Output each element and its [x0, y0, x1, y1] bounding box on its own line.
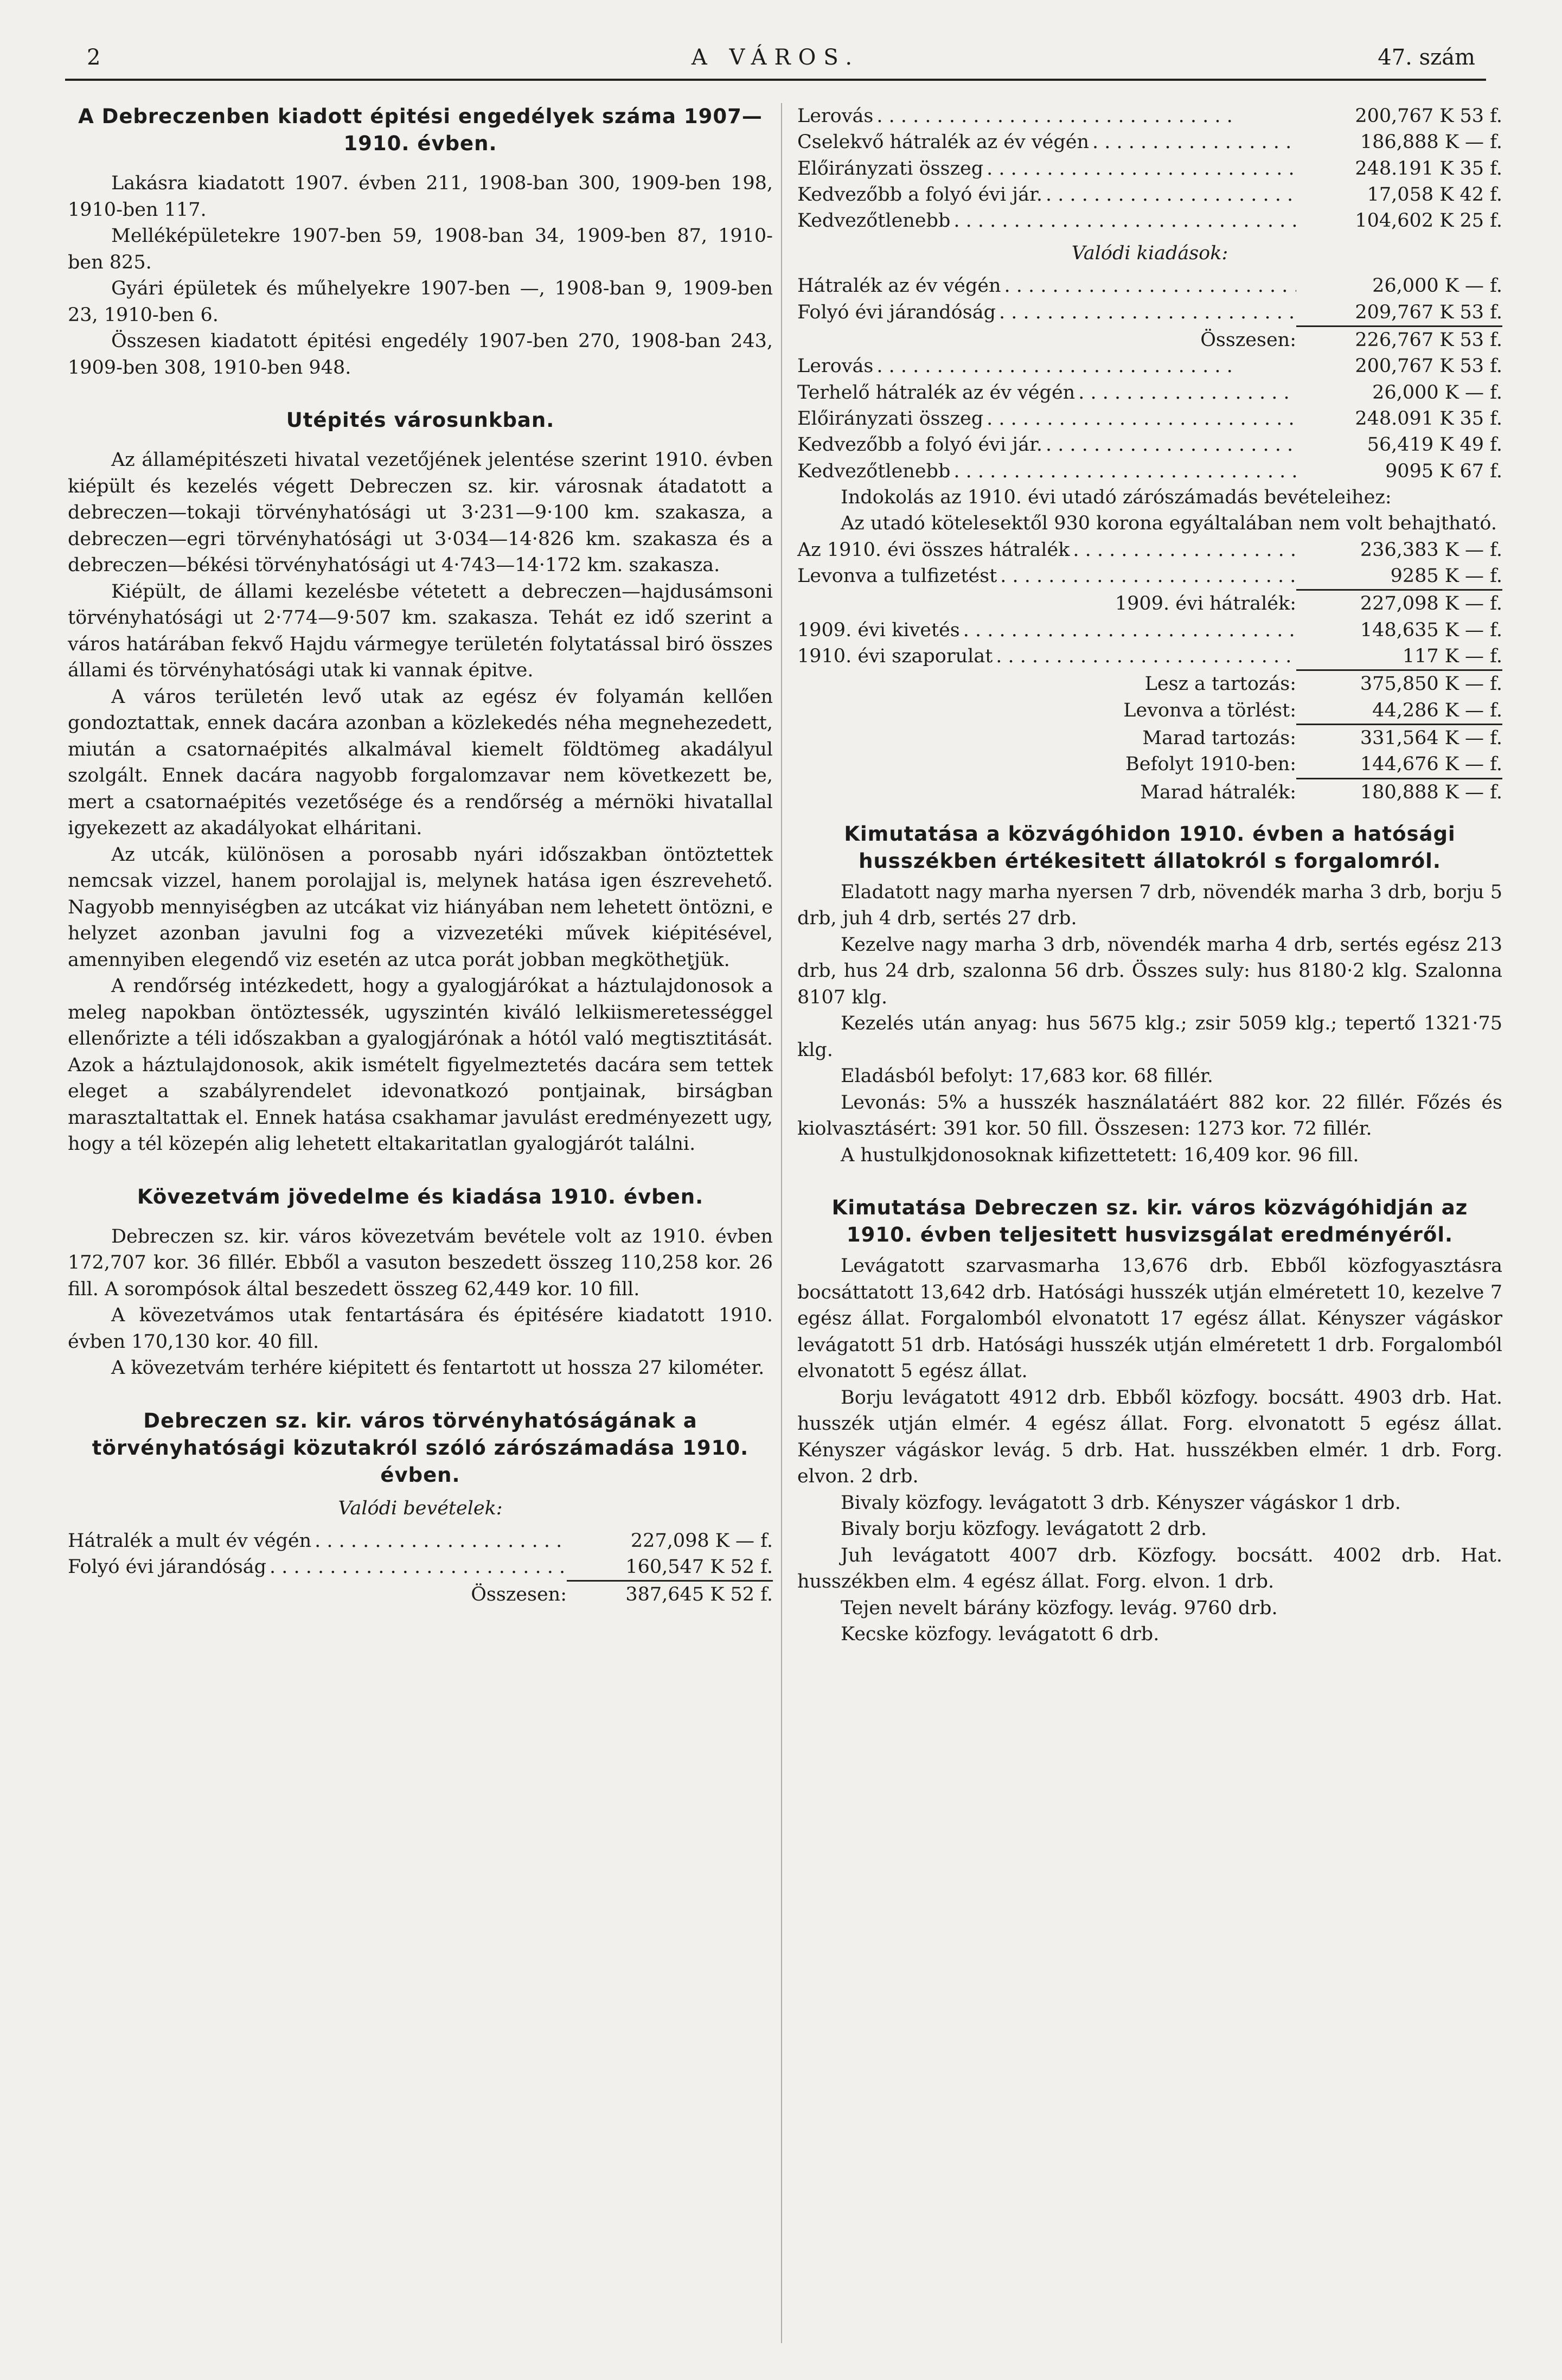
account-row: Folyó évi járandóság . . 209,767 K 53 f. [797, 299, 1502, 327]
account-row: Előirányzati összeg . . 248.091 K 35 f. [797, 406, 1502, 432]
account-row: Marad tartozás: 331,564 K — f. [1142, 727, 1502, 749]
paragraph: Eladatott nagy marha nyersen 7 drb, növendék marha 3 drb, borju 5 drb, juh 4 drb, sertés 27 drb. [797, 881, 1502, 930]
paragraph: Levágatott szarvasmarha 13,676 drb. Ebből közfogyasztásra bocsáttatott 13,642 drb. Hatósági husszék utján elméretett 10, kezelve 7 egész állat. Forgalomból elvonatott 17 egész állat. Kényszer vágáskor levágatott 51 drb. Hatósági husszék utján elméretett 1 drb. Forgalomból elvonatott 5 egész állat. [797, 1255, 1502, 1383]
account-row: Kedvezőtlenebb . . 9095 K 67 f. [797, 458, 1502, 484]
paragraph: Tejen nevelt bárány közfogy. levág. 9760 drb. [841, 1597, 1278, 1619]
paragraph: Levonás: 5% a husszék használatáért 882 kor. 22 fillér. Főzés és kiolvasztásért: 391 kor. 50 fill. Összesen: 1273 kor. 72 fillér. [797, 1091, 1502, 1140]
paragraph: A város területén levő utak az egész év folyamán kellően gondoztattak, ennek dacára azonban a közlekedés néha megnehezedett, miután a csatornaépités alkalmával kiemelt földtömeg akadályul szolgált. Ennek dacára nagyobb forgalomzavar nem következett be, mert a csatornaépités vezetősége és a rendőrség a mérnöki hivatallal igyekezett az akadályokat elháritani. [68, 686, 773, 839]
account-row: Befolyt 1910-ben: 144,676 K — f. [797, 751, 1502, 779]
account-row: Előirányzati összeg . . 248.191 K 35 f. [797, 156, 1502, 182]
article-paving-toll [68, 1183, 773, 1381]
account-row: Lerovás . . 200,767 K 53 f. [797, 353, 1502, 379]
subheading: Valódi bevételek: [338, 1497, 503, 1519]
page-header [65, 41, 1486, 81]
paragraph: Juh levágatott 4007 drb. Közfogy. bocsátt. 4002 drb. Hat. husszékben elm. 4 egész állat. Forg. elvon. 1 drb. [797, 1544, 1502, 1593]
account-total: Összesen: 387,645 K 52 f. [471, 1584, 773, 1606]
paragraph: A kövezetvám terhére kiépitett és fentartott ut hossza 27 kilométer. [111, 1357, 765, 1379]
paragraph: Eladásból befolyt: 17,683 kor. 68 fillér. [841, 1065, 1213, 1087]
paragraph: Összesen kiadatott épitési engedély 1907-ben 270, 1908-ban 243, 1909-ben 308, 1910-ben 948. [68, 330, 773, 379]
account-row: 1909. évi hátralék: 227,098 K — f. [1115, 593, 1502, 615]
page-number: 2 [87, 45, 101, 70]
account-row: 1909. évi kivetés . . 148,635 K — f. [797, 617, 1502, 643]
article-heading: Kimutatása Debreczen sz. kir. város közvágóhidján az 1910. évben teljesitett husvizsgálat eredményéről. [831, 1196, 1468, 1247]
account-row: Kedvezőbb a folyó évi jár. . . 56,419 K 49 f. [797, 432, 1502, 458]
paragraph: Kezelve nagy marha 3 drb, növendék marha 4 drb, sertés egész 213 drb, hus 24 drb, szalonna 56 drb. Összes suly: hus 8180·2 klg. Szalonna 8107 klg. [797, 933, 1502, 1008]
account-row: Levonva a tulfizetést . . 9285 K — f. [797, 563, 1502, 591]
subheading: Valódi kiadások: [1071, 242, 1228, 265]
paragraph: Kiépült, de állami kezelésbe vétetett a debreczen—hajdusámsoni törvényhatósági ut 2·774—9·507 km. szakasza. Tehát ez idő szerint a város határában fekvő Hajdu vármegye területén folytatással biró összes állami és törvényhatósági utak ki vannak épitve. [68, 580, 773, 681]
account-row: Folyó évi járandóság . . 160,547 K 52 f. [68, 1554, 773, 1582]
paragraph: Debreczen sz. kir. város kövezetvám bevétele volt az 1910. évben 172,707 kor. 36 fillér. Ebből a vasuton beszedett összeg 110,258 kor. 26 fill. A sorompósok által beszedett összeg 62,449 kor. 10 fill. [68, 1225, 773, 1300]
paragraph: Melléképületekre 1907-ben 59, 1908-ban 34, 1909-ben 87, 1910-ben 825. [68, 225, 773, 273]
paragraph: Borju levágatott 4912 drb. Ebből közfogy. bocsátt. 4903 drb. Hat. husszék utján elmér. 4 egész állat. Forg. elvonatott 5 egész állat. Kényszer vágáskor levág. 5 drb. Hat. husszékben elmér. 1 drb. Forg. elvon. 2 drb. [797, 1386, 1502, 1488]
article-heading: A Debreczenben kiadott épitési engedélyek száma 1907—1910. évben. [78, 105, 763, 155]
paragraph: Lakásra kiadatott 1907. évben 211, 1908-ban 300, 1909-ben 198, 1910-ben 117. [68, 172, 773, 221]
paragraph: Az utadó kötelesektől 930 korona egyáltalában nem volt behajtható. [841, 513, 1497, 535]
account-row: Kedvezőbb a folyó évi jár. . . 17,058 K 42 f. [797, 182, 1502, 208]
account-row: 1910. évi szaporulat . . 117 K — f. [797, 643, 1502, 671]
paragraph: Bivaly közfogy. levágatott 3 drb. Kényszer vágáskor 1 drb. [841, 1492, 1401, 1514]
paragraph: Indokolás az 1910. évi utadó zárószámadás bevételeihez: [841, 486, 1392, 508]
paragraph: Bivaly borju közfogy. levágatott 2 drb. [841, 1518, 1207, 1540]
column-divider [781, 103, 782, 2343]
paragraph: Kezelés után anyag: hus 5675 klg.; zsir 5059 klg.; tepertő 1321·75 klg. [797, 1013, 1502, 1061]
paragraph: A kövezetvámos utak fentartására és épitésére kiadatott 1910. évben 170,130 kor. 40 fill. [68, 1304, 773, 1353]
article-closing-accounts [68, 1407, 773, 1608]
article-road-building [68, 407, 773, 1157]
paragraph: Az utcák, különösen a porosabb nyári időszakban öntöztettek nemcsak vizzel, hanem porolajjal is, melynek hatása igen észrevehető. Nagyobb mennyiségben az utcákat viz hiányában nem lehetett öntözni, e helyzet azonban javulni fog a vizvezetéki művek kiépitésével, amennyiben elegendő viz esetén az utca porát jobban megkötheţjük. [68, 843, 773, 971]
article-heading: Kimutatása a közvágóhidon 1910. évben a hatósági husszékben értékesitett állatokról s forgalomról. [844, 822, 1456, 873]
account-row: Hátralék a mult év végén . . 227,098 K — f. [68, 1528, 773, 1554]
account-total: Összesen: 226,767 K 53 f. [1200, 329, 1502, 351]
account-row: Lesz a tartozás: 375,850 K — f. [1144, 673, 1502, 695]
paragraph: A hustulkjdonosoknak kifizettetett: 16,409 kor. 96 fill. [841, 1144, 1359, 1166]
right-column [797, 103, 1502, 1659]
account-row: Kedvezőtlenebb . . 104,602 K 25 f. [797, 208, 1502, 234]
article-building-permits [68, 103, 773, 381]
issue-number: 47. szám [1378, 45, 1475, 70]
account-row: Cselekvő hátralék az év végén . . 186,888 K — f. [797, 129, 1502, 155]
account-row: Lerovás . . 200,767 K 53 f. [797, 103, 1502, 129]
paragraph: A rendőrség intézkedett, hogy a gyalogjárókat a háztulajdonosok a meleg napokban öntöztessék, ugyszintén kiváló lelkiismeretességgel ellenőrizte a téli időszakban a gyalogjárónak a hótól való megtisztitását. Azok a háztulajdonosok, akik ismételt figyelmeztetés dacára sem tettek eleget a szabályrendelet idevonatkozó pontjainak, birságban marasztaltattak el. Ennek hatása csakhamar javulást eredményezett ugy, hogy a tél közepén alig lehetett eltakaritatlan gyalogjárót találni. [68, 975, 773, 1155]
account-row: Hátralék az év végén . . 26,000 K — f. [797, 273, 1502, 299]
article-meat-inspection [797, 1194, 1502, 1648]
article-heading: Kövezetvám jövedelme és kiadása 1910. évben. [137, 1185, 704, 1208]
article-heading: Utépités városunkban. [286, 408, 555, 432]
article-heading: Debreczen sz. kir. város törvényhatóságának a törvényhatósági közutakról szóló zárószámadása 1910. évben. [92, 1409, 749, 1487]
account-row: Marad hátralék: 180,888 K — f. [1140, 781, 1502, 803]
account-row: Terhelő hátralék az év végén . . 26,000 K — f. [797, 380, 1502, 406]
paragraph: Az államépitészeti hivatal vezetőjének jelentése szerint 1910. évben kiépült és kezelés végett Debreczen sz. kir. városnak átadatott a debreczen—tokaji törvényhatósági ut 3·231—9·100 km. szakasza, a debreczen—egri törvényhatósági ut 3·034—14·826 km. szakasza és a debreczen—békési törvényhatósági ut 4·743—14·172 km. szakasza. [68, 449, 773, 576]
journal-title: A VÁROS. [691, 45, 860, 70]
account-row: Levonva a törlést: 44,286 K — f. [797, 698, 1502, 725]
paragraph: Kecske közfogy. levágatott 6 drb. [841, 1623, 1160, 1646]
article-slaughterhouse [797, 821, 1502, 1169]
account-row: Az 1910. évi összes hátralék . . 236,383 K — f. [797, 537, 1502, 563]
left-column [68, 103, 773, 1618]
paragraph: Gyári épületek és műhelyekre 1907-ben —, 1908-ban 9, 1909-ben 23, 1910-ben 6. [68, 278, 773, 326]
